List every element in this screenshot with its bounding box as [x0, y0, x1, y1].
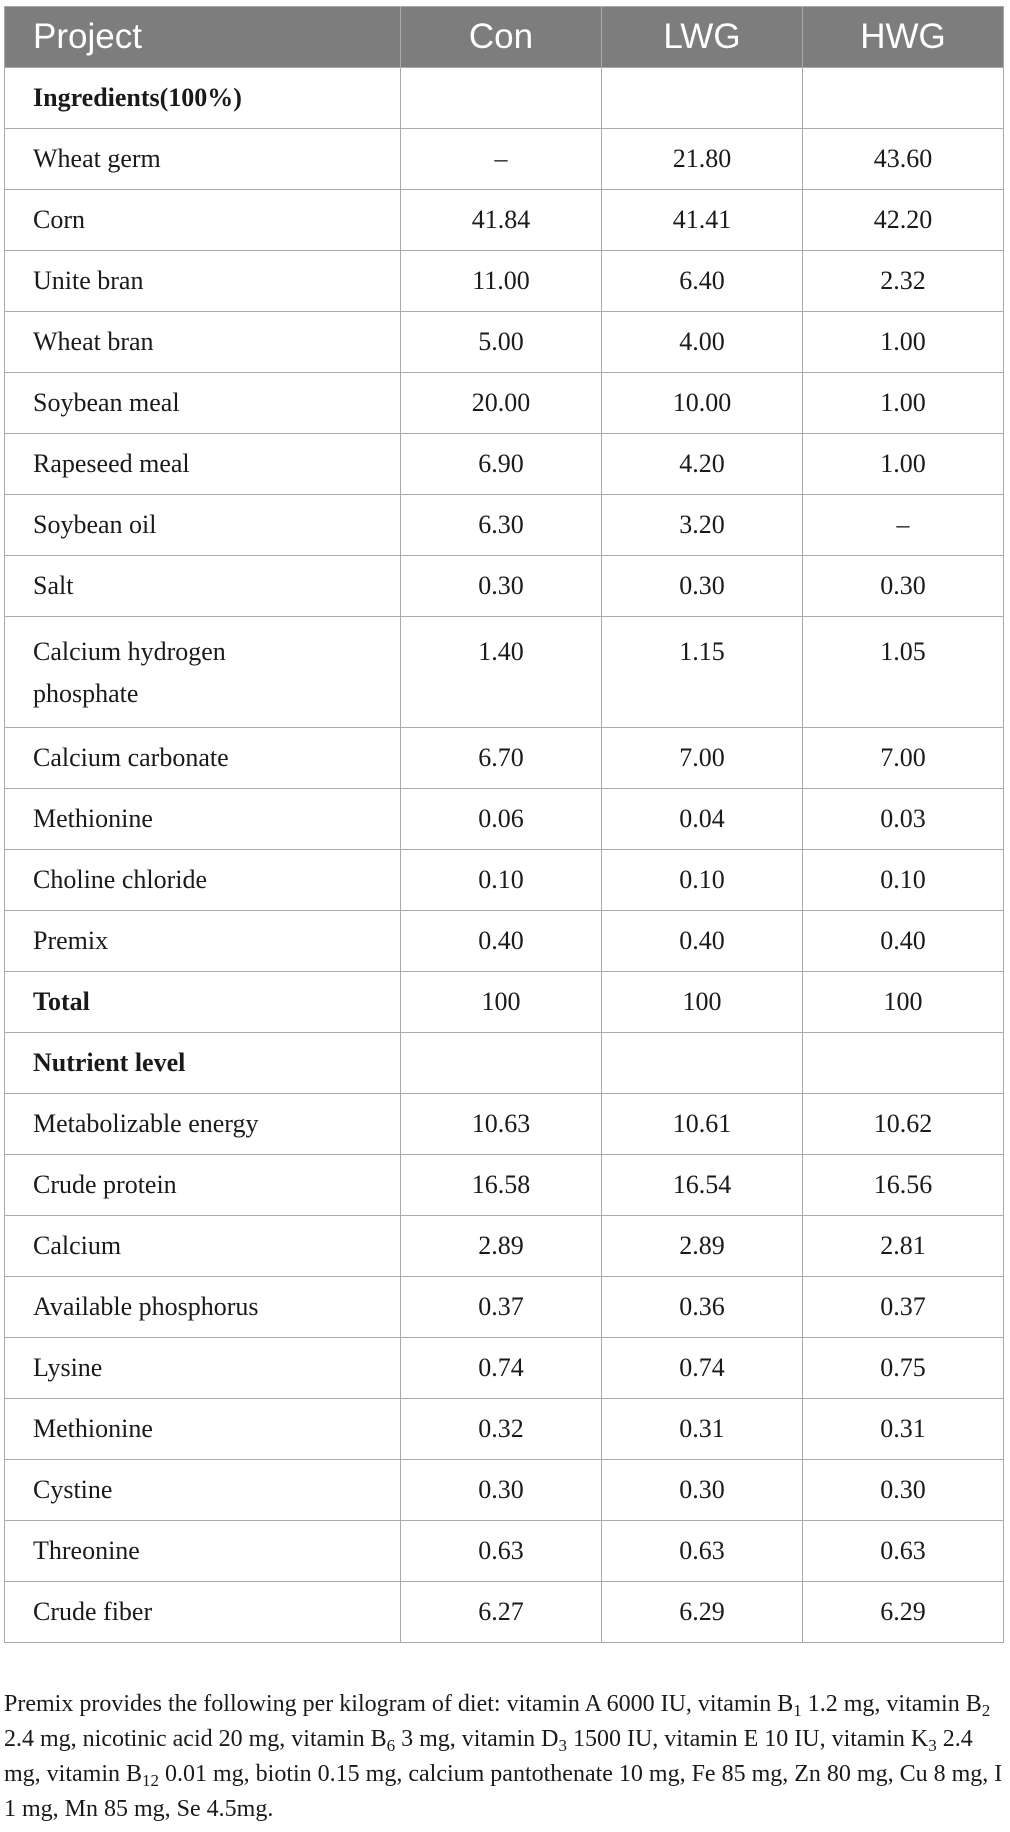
footnote-subscript: 3: [928, 1736, 937, 1755]
footnote-text: 2.4 mg, nicotinic acid 20 mg, vitamin B: [4, 1726, 387, 1752]
table-row: [5, 1155, 1004, 1216]
row-label: Premix: [5, 911, 401, 972]
cell-lwg: 16.54: [602, 1155, 803, 1216]
row-label: Unite bran: [5, 251, 401, 312]
cell-con: 16.58: [401, 1155, 602, 1216]
cell-con: –: [401, 129, 602, 190]
table-row: [5, 728, 1004, 789]
cell-lwg: 0.30: [602, 556, 803, 617]
table-row: [5, 617, 1004, 728]
table-row: [5, 312, 1004, 373]
footnote-subscript: 2: [981, 1701, 991, 1720]
section-row: [5, 1033, 1004, 1094]
cell-con: 0.32: [401, 1399, 602, 1460]
row-label: Corn: [5, 190, 401, 251]
cell-con: 0.30: [401, 556, 602, 617]
table-row: [5, 911, 1004, 972]
header-project: Project: [5, 7, 401, 68]
footnote-text: 1500 IU, vitamin E 10 IU, vitamin K: [566, 1726, 929, 1752]
cell-lwg: 0.30: [602, 1460, 803, 1521]
section-row: [5, 68, 1004, 129]
cell-lwg: 6.40: [602, 251, 803, 312]
cell-hwg: 0.31: [803, 1399, 1004, 1460]
table-row: [5, 1582, 1004, 1643]
footnote-text: 2.4 mg, vitamin B: [4, 1726, 973, 1787]
cell-hwg: 2.81: [803, 1216, 1004, 1277]
row-label-line: Calcium hydrogen: [33, 637, 226, 666]
row-label: Crude fiber: [5, 1582, 401, 1643]
row-label: Calcium: [5, 1216, 401, 1277]
cell-hwg: 10.62: [803, 1094, 1004, 1155]
cell-con: 2.89: [401, 1216, 602, 1277]
cell-con: 0.30: [401, 1460, 602, 1521]
table-row: [5, 1521, 1004, 1582]
cell-lwg: 0.74: [602, 1338, 803, 1399]
cell-con: [401, 68, 602, 129]
table-footnote: [4, 1687, 1004, 1827]
header-hwg: HWG: [803, 7, 1004, 68]
cell-con: 6.27: [401, 1582, 602, 1643]
diet-composition-table-container: [4, 6, 1003, 1643]
row-label-line: phosphate: [33, 679, 139, 708]
row-label: Total: [5, 972, 401, 1033]
cell-con: 1.40: [401, 617, 602, 728]
table-row: [5, 129, 1004, 190]
table-row: [5, 190, 1004, 251]
table-row: [5, 850, 1004, 911]
row-label: Salt: [5, 556, 401, 617]
cell-con: 0.63: [401, 1521, 602, 1582]
table-row: [5, 1460, 1004, 1521]
diet-composition-table: [4, 6, 1004, 1643]
row-label: Crude protein: [5, 1155, 401, 1216]
table-row: [5, 1277, 1004, 1338]
cell-hwg: 2.32: [803, 251, 1004, 312]
cell-con: 41.84: [401, 190, 602, 251]
footnote-text: 3 mg, vitamin D: [395, 1726, 559, 1752]
cell-con: 100: [401, 972, 602, 1033]
row-label: [5, 617, 401, 728]
cell-lwg: 4.00: [602, 312, 803, 373]
cell-lwg: 0.36: [602, 1277, 803, 1338]
table-body: [5, 68, 1004, 1643]
cell-lwg: 41.41: [602, 190, 803, 251]
row-label: Threonine: [5, 1521, 401, 1582]
cell-con: 11.00: [401, 251, 602, 312]
row-label: Metabolizable energy: [5, 1094, 401, 1155]
footnote-text: Premix provides the following per kilogram of diet: vitamin A 6000 IU, vitamin B: [4, 1691, 794, 1717]
cell-con: 10.63: [401, 1094, 602, 1155]
cell-hwg: [803, 1033, 1004, 1094]
cell-con: 0.37: [401, 1277, 602, 1338]
cell-con: 6.70: [401, 728, 602, 789]
cell-lwg: 0.04: [602, 789, 803, 850]
header-row: [5, 7, 1004, 68]
cell-hwg: 43.60: [803, 129, 1004, 190]
row-label: Calcium carbonate: [5, 728, 401, 789]
table-row: [5, 373, 1004, 434]
cell-lwg: 0.63: [602, 1521, 803, 1582]
cell-lwg: 10.00: [602, 373, 803, 434]
cell-hwg: 0.30: [803, 1460, 1004, 1521]
cell-lwg: 100: [602, 972, 803, 1033]
cell-hwg: 0.63: [803, 1521, 1004, 1582]
cell-hwg: 0.10: [803, 850, 1004, 911]
cell-hwg: 100: [803, 972, 1004, 1033]
cell-lwg: [602, 68, 803, 129]
cell-con: [401, 1033, 602, 1094]
cell-lwg: 10.61: [602, 1094, 803, 1155]
cell-hwg: 1.00: [803, 312, 1004, 373]
footnote-text: 1.2 mg, vitamin B: [801, 1691, 982, 1717]
row-label: Wheat bran: [5, 312, 401, 373]
cell-lwg: 0.31: [602, 1399, 803, 1460]
row-label: Methionine: [5, 1399, 401, 1460]
cell-hwg: –: [803, 495, 1004, 556]
cell-con: 0.10: [401, 850, 602, 911]
footnote-subscript: 3: [558, 1736, 567, 1755]
cell-lwg: 21.80: [602, 129, 803, 190]
row-label: Choline chloride: [5, 850, 401, 911]
total-row: [5, 972, 1004, 1033]
row-label: Soybean oil: [5, 495, 401, 556]
cell-hwg: 6.29: [803, 1582, 1004, 1643]
footnote-text: 0.01 mg, biotin 0.15 mg, calcium pantothenate 10 mg, Fe 85 mg, Zn 80 mg, Cu 8 mg, I 1 mg, Mn 85 mg, Se 4.5mg.: [4, 1761, 1003, 1822]
row-label: Nutrient level: [5, 1033, 401, 1094]
cell-lwg: 7.00: [602, 728, 803, 789]
table-row: [5, 1216, 1004, 1277]
cell-con: 5.00: [401, 312, 602, 373]
cell-hwg: 0.37: [803, 1277, 1004, 1338]
table-row: [5, 1338, 1004, 1399]
cell-hwg: 0.03: [803, 789, 1004, 850]
cell-lwg: 4.20: [602, 434, 803, 495]
header-lwg: LWG: [602, 7, 803, 68]
cell-hwg: 0.75: [803, 1338, 1004, 1399]
cell-hwg: 0.40: [803, 911, 1004, 972]
table-row: [5, 495, 1004, 556]
row-label: Wheat germ: [5, 129, 401, 190]
cell-hwg: 1.05: [803, 617, 1004, 728]
cell-lwg: 0.10: [602, 850, 803, 911]
cell-con: 0.74: [401, 1338, 602, 1399]
row-label: Rapeseed meal: [5, 434, 401, 495]
cell-lwg: 1.15: [602, 617, 803, 728]
cell-hwg: 42.20: [803, 190, 1004, 251]
table-row: [5, 434, 1004, 495]
cell-hwg: 1.00: [803, 373, 1004, 434]
row-label: Soybean meal: [5, 373, 401, 434]
cell-lwg: 0.40: [602, 911, 803, 972]
cell-con: 6.90: [401, 434, 602, 495]
footnote-subscript: 12: [142, 1771, 159, 1790]
cell-hwg: 16.56: [803, 1155, 1004, 1216]
footnote-subscript: 1: [793, 1701, 802, 1720]
header-con: Con: [401, 7, 602, 68]
cell-con: 6.30: [401, 495, 602, 556]
table-header: [5, 7, 1004, 68]
cell-hwg: 1.00: [803, 434, 1004, 495]
table-row: [5, 1094, 1004, 1155]
row-label: Lysine: [5, 1338, 401, 1399]
cell-con: 0.40: [401, 911, 602, 972]
cell-hwg: 0.30: [803, 556, 1004, 617]
cell-lwg: 2.89: [602, 1216, 803, 1277]
row-label: Ingredients(100%): [5, 68, 401, 129]
cell-lwg: 6.29: [602, 1582, 803, 1643]
table-row: [5, 556, 1004, 617]
cell-hwg: [803, 68, 1004, 129]
table-row: [5, 789, 1004, 850]
table-row: [5, 251, 1004, 312]
row-label: Methionine: [5, 789, 401, 850]
cell-lwg: [602, 1033, 803, 1094]
cell-con: 20.00: [401, 373, 602, 434]
row-label: Available phosphorus: [5, 1277, 401, 1338]
row-label: Cystine: [5, 1460, 401, 1521]
cell-con: 0.06: [401, 789, 602, 850]
footnote-subscript: 6: [386, 1736, 396, 1755]
cell-lwg: 3.20: [602, 495, 803, 556]
cell-hwg: 7.00: [803, 728, 1004, 789]
table-row: [5, 1399, 1004, 1460]
